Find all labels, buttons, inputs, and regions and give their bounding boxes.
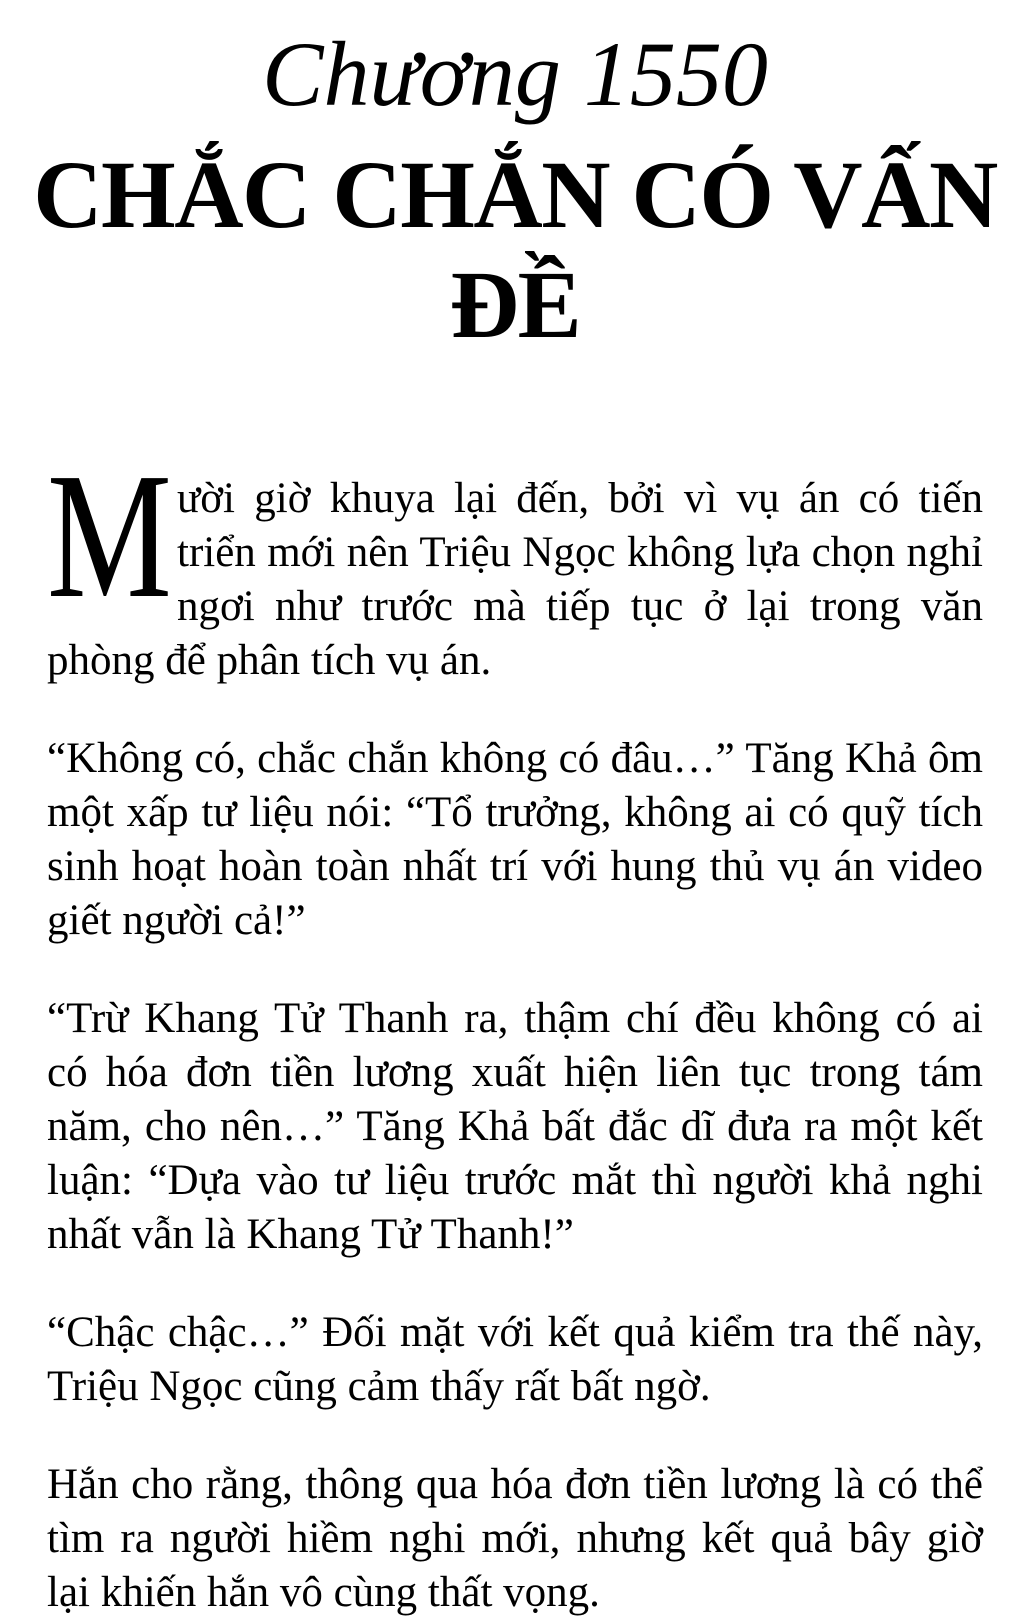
chapter-title-line-1: CHẮC CHẮN CÓ VẤN xyxy=(33,141,997,248)
paragraph-3: “Trừ Khang Tử Thanh ra, thậm chí đều không có ai có hóa đơn tiền lương xuất hiện liên tục trong tám năm, cho nên…” Tăng Khả bất đắc dĩ đưa ra một kết luận: “Dựa vào tư liệu trước mắt thì người khả nghi nhất vẫn là Khang Tử Thanh!” xyxy=(47,995,983,1258)
drop-cap-letter: M xyxy=(47,436,172,635)
drop-cap xyxy=(47,436,172,635)
chapter-number: Chương 1550 xyxy=(262,23,768,125)
paragraph-1-text: ười giờ khuya lại đến, bởi vì vụ án có tiến triển mới nên Triệu Ngọc không lựa chọn nghỉ ngơi như trước mà tiếp tục ở lại trong văn phòng để phân tích vụ án. xyxy=(47,475,983,684)
paragraph-5: Hắn cho rằng, thông qua hóa đơn tiền lương là có thể tìm ra người hiềm nghi mới, nhưng kết quả bây giờ lại khiến hắn vô cùng thất vọng. xyxy=(47,1461,983,1616)
chapter-header xyxy=(0,24,1030,360)
paragraph-2: “Không có, chắc chắn không có đâu…” Tăng Khả ôm một xấp tư liệu nói: “Tổ trưởng, không ai có quỹ tích sinh hoạt hoàn toàn nhất trí với hung thủ vụ án video giết người cả!” xyxy=(47,735,983,944)
paragraph-1 xyxy=(47,436,983,688)
chapter-title xyxy=(0,140,1030,360)
chapter-title-line-2: ĐỀ xyxy=(449,251,581,358)
chapter-body xyxy=(47,436,983,1618)
paragraph-4: “Chậc chậc…” Đối mặt với kết quả kiểm tra thế này, Triệu Ngọc cũng cảm thấy rất bất ngờ. xyxy=(47,1309,983,1410)
